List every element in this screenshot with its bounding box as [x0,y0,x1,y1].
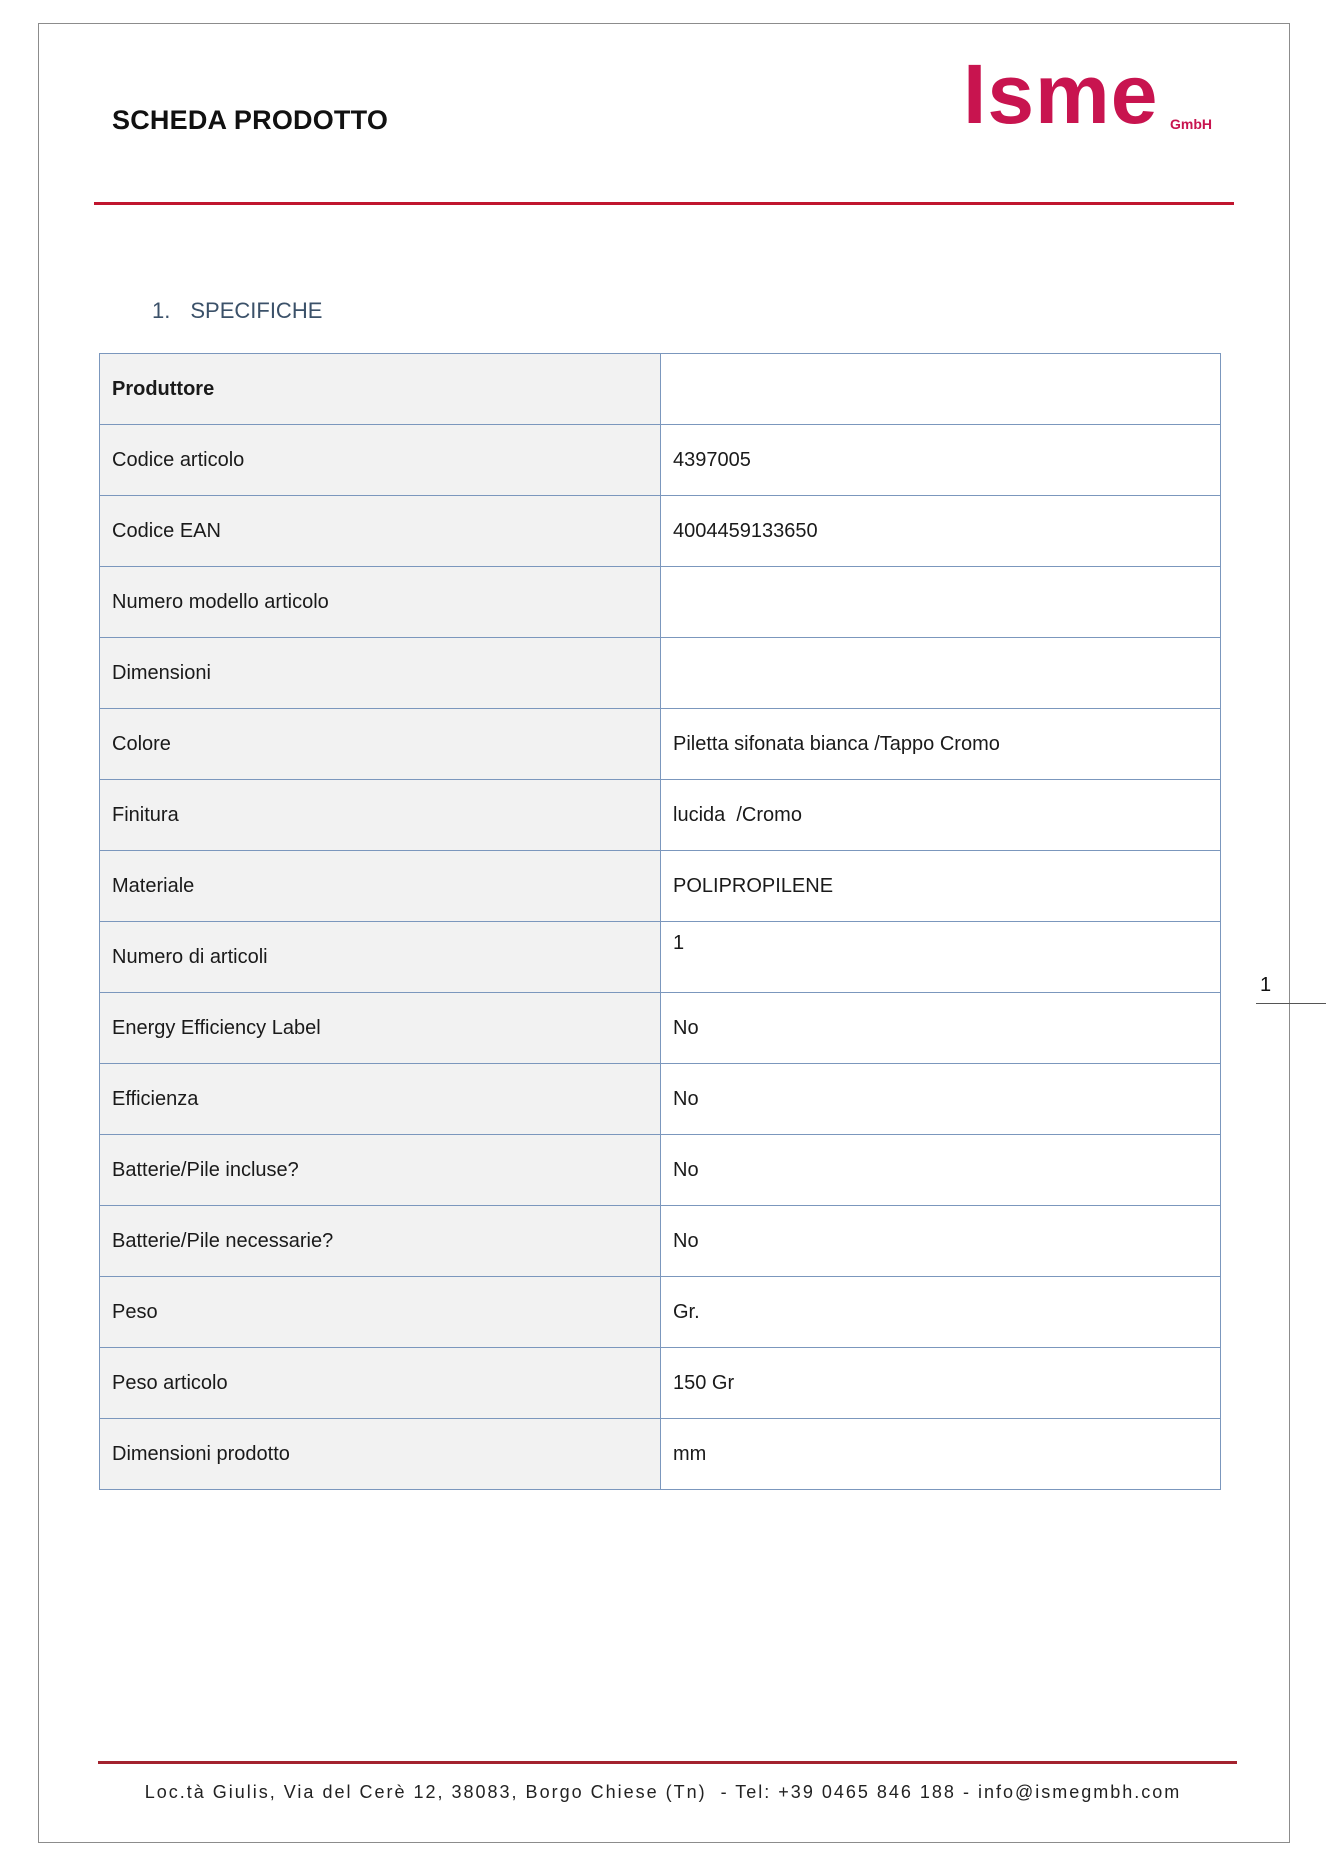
spec-value: mm [661,1419,1221,1490]
table-row [100,993,1221,1064]
footer-divider [98,1761,1237,1764]
spec-label: Codice EAN [100,496,661,567]
spec-label: Produttore [100,354,661,425]
company-logo [963,47,1233,142]
spec-label: Numero modello articolo [100,567,661,638]
table-row [100,354,1221,425]
spec-value: No [661,1064,1221,1135]
spec-value: No [661,1206,1221,1277]
document-title: SCHEDA PRODOTTO [112,105,389,135]
spec-value: 150 Gr [661,1348,1221,1419]
margin-marker-line [1256,1003,1326,1004]
table-row [100,709,1221,780]
spec-label: Numero di articoli [100,922,661,993]
table-row [100,851,1221,922]
table-row [100,1064,1221,1135]
page-number: 1 [1260,974,1272,996]
spec-label: Energy Efficiency Label [100,993,661,1064]
spec-value [661,567,1221,638]
section-number: 1. [152,298,171,323]
header-divider [94,202,1234,205]
spec-label: Efficienza [100,1064,661,1135]
footer-contact: Loc.tà Giulis, Via del Cerè 12, 38083, Borgo Chiese (Tn) - Tel: +39 0465 846 188 - info@ismegmbh.com [144,1782,1182,1802]
table-row [100,425,1221,496]
spec-value: No [661,993,1221,1064]
table-row [100,1348,1221,1419]
spec-label: Materiale [100,851,661,922]
table-row [100,922,1221,993]
spec-value: 4397005 [661,425,1221,496]
spec-label: Peso articolo [100,1348,661,1419]
table-row [100,567,1221,638]
table-row [100,1206,1221,1277]
logo-suffix: GmbH [1170,116,1212,132]
spec-label: Dimensioni prodotto [100,1419,661,1490]
section-heading [152,298,322,324]
table-row [100,638,1221,709]
table-row [100,1419,1221,1490]
spec-label: Colore [100,709,661,780]
spec-value [661,354,1221,425]
spec-label: Finitura [100,780,661,851]
spec-label: Peso [100,1277,661,1348]
table-row [100,1277,1221,1348]
spec-value: POLIPROPILENE [661,851,1221,922]
specifications-table [99,353,1221,1490]
spec-value: Gr. [661,1277,1221,1348]
spec-label: Codice articolo [100,425,661,496]
section-title: SPECIFICHE [190,298,323,323]
table-row [100,1135,1221,1206]
spec-value: 4004459133650 [661,496,1221,567]
table-row [100,496,1221,567]
spec-value: 1 [661,922,1221,993]
spec-value: Piletta sifonata bianca /Tappo Cromo [661,709,1221,780]
spec-label: Dimensioni [100,638,661,709]
spec-value: No [661,1135,1221,1206]
logo-wordmark: Isme [963,47,1159,141]
spec-label: Batterie/Pile incluse? [100,1135,661,1206]
table-row [100,780,1221,851]
spec-label: Batterie/Pile necessarie? [100,1206,661,1277]
spec-value: lucida /Cromo [661,780,1221,851]
spec-value [661,638,1221,709]
